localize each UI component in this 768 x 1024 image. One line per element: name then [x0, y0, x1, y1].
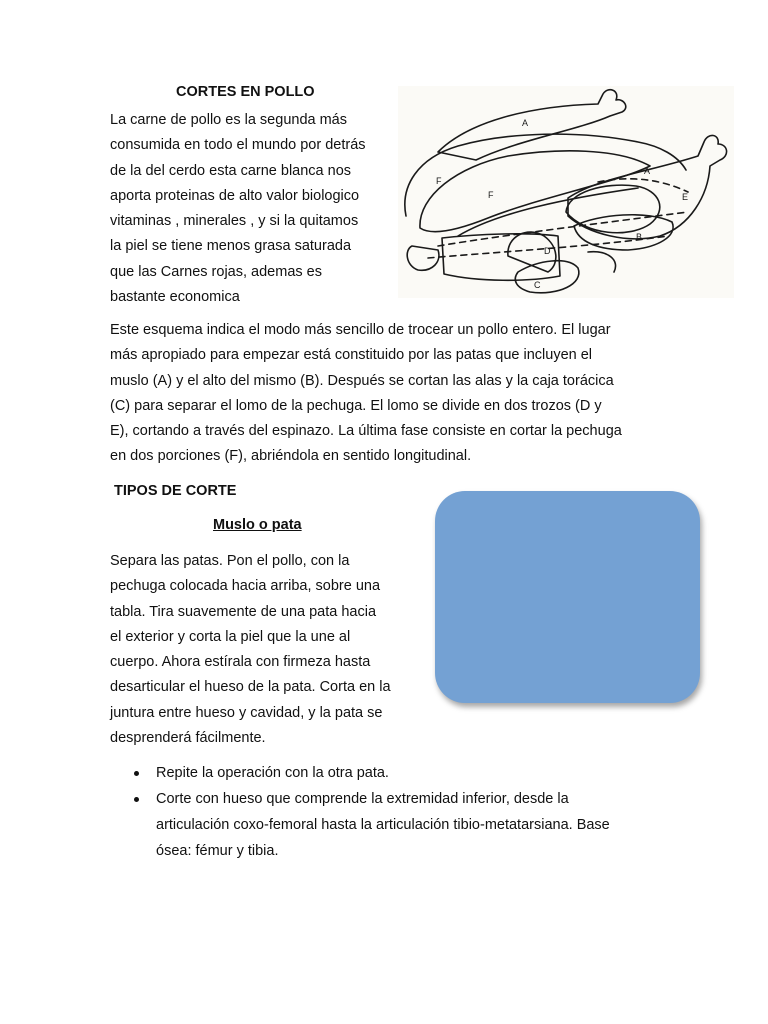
list-item — [110, 786, 670, 864]
body-line: cuerpo. Ahora estírala con firmeza hasta — [110, 654, 371, 671]
paragraph-line: más apropiado para empezar está constituido por las patas que incluyen el — [110, 347, 593, 364]
intro-line: aporta proteinas de alto valor biologico — [110, 187, 360, 204]
paragraph-line: muslo (A) y el alto del mismo (B). Después se cortan las alas y la caja torácica — [110, 372, 614, 389]
body-line: pechuga colocada hacia arriba, sobre una — [110, 578, 381, 595]
bullet-line: ósea: fémur y tibia. — [156, 843, 279, 859]
body-line: desarticular el hueso de la pata. Corta en la — [110, 679, 391, 696]
body-line: Separa las patas. Pon el pollo, con la — [110, 553, 350, 569]
intro-line: vitaminas , minerales , y si la quitamos — [110, 213, 359, 230]
blue-rounded-box — [435, 491, 700, 703]
paragraph-line: (C) para separar el lomo de la pechuga. El lomo se divide en dos trozos (D y — [110, 397, 602, 414]
diagram-label-a: A — [644, 166, 651, 176]
body-line: el exterior y corta la piel que la une al — [110, 628, 351, 645]
diagram-label-f: F — [488, 190, 494, 200]
intro-paragraph — [110, 108, 400, 310]
body-line: juntura entre hueso y cavidad, y la pata se — [110, 704, 383, 721]
intro-line: la piel se tiene menos grasa saturada — [110, 238, 352, 255]
paragraph-line: Este esquema indica el modo más sencillo de trocear un pollo entero. El lugar — [110, 322, 611, 338]
intro-line: bastante economica — [110, 289, 240, 306]
intro-line: La carne de pollo es la segunda más — [110, 112, 347, 128]
diagram-label-e: E — [682, 192, 689, 202]
diagram-label-a: A — [522, 118, 529, 128]
description-paragraph — [110, 318, 670, 470]
chicken-cuts-diagram — [398, 86, 734, 298]
paragraph-line: en dos porciones (F), abriéndola en sentido longitudinal. — [110, 448, 472, 465]
bullet-line: Repite la operación con la otra pata. — [156, 765, 389, 781]
bullet-list — [110, 760, 670, 864]
intro-line: consumida en todo el mundo por detrás — [110, 137, 366, 154]
section-title: TIPOS DE CORTE — [114, 483, 237, 499]
body-line: tabla. Tira suavemente de una pata hacia — [110, 603, 377, 620]
diagram-label-c: C — [534, 280, 541, 290]
diagram-label-f: F — [436, 176, 442, 186]
instructions-paragraph — [110, 549, 420, 751]
list-item — [110, 760, 670, 786]
chicken-drawing-icon — [398, 86, 734, 298]
page-title: CORTES EN POLLO — [176, 84, 315, 100]
bullet-line: Corte con hueso que comprende la extremidad inferior, desde la — [156, 791, 569, 807]
body-line: desprenderá fácilmente. — [110, 730, 266, 747]
intro-line: que las Carnes rojas, ademas es — [110, 263, 322, 280]
intro-line: de la del cerdo esta carne blanca nos — [110, 162, 352, 179]
bullet-line: articulación coxo-femoral hasta la articulación tibio-metatarsiana. Base — [156, 817, 610, 833]
subsection-title: Muslo o pata — [213, 517, 302, 533]
diagram-label-b: B — [636, 232, 643, 242]
diagram-label-d: D — [544, 246, 551, 256]
paragraph-line: E), cortando a través del espinazo. La última fase consiste en cortar la pechuga — [110, 423, 622, 440]
